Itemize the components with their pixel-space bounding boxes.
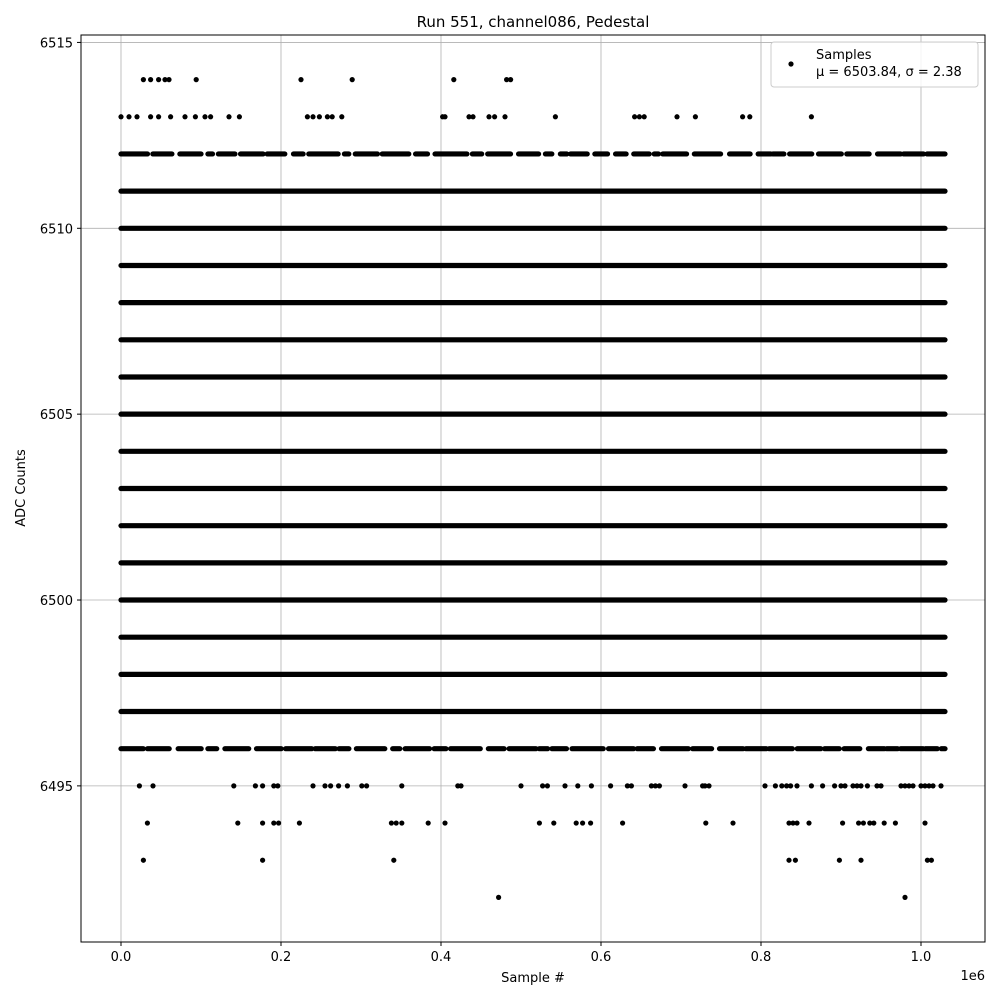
- data-point: [276, 820, 281, 825]
- data-point: [442, 114, 447, 119]
- data-point: [391, 858, 396, 863]
- data-point: [840, 820, 845, 825]
- data-point: [150, 783, 155, 788]
- data-point: [740, 114, 745, 119]
- data-point: [518, 783, 523, 788]
- data-point: [703, 820, 708, 825]
- data-point: [837, 858, 842, 863]
- data-point: [553, 114, 558, 119]
- data-point: [235, 820, 240, 825]
- data-point: [305, 114, 310, 119]
- data-point: [794, 820, 799, 825]
- legend-marker: [788, 61, 793, 66]
- x-tick-label: 0.0: [110, 950, 132, 965]
- data-point: [166, 77, 171, 82]
- data-point: [339, 114, 344, 119]
- data-point: [588, 820, 593, 825]
- data-point: [325, 114, 330, 119]
- data-point: [260, 820, 265, 825]
- data-point: [148, 77, 153, 82]
- data-point: [620, 820, 625, 825]
- data-point: [938, 783, 943, 788]
- x-axis-offset-label: 1e6: [960, 969, 985, 984]
- data-point: [682, 783, 687, 788]
- data-point: [786, 858, 791, 863]
- data-point: [820, 783, 825, 788]
- chart-title: Run 551, channel086, Pedestal: [416, 13, 650, 31]
- data-point: [629, 783, 634, 788]
- x-tick-label: 0.2: [270, 950, 292, 965]
- y-axis-label: ADC Counts: [14, 449, 29, 527]
- data-point: [364, 783, 369, 788]
- x-tick-label: 0.8: [750, 950, 772, 965]
- data-point: [508, 77, 513, 82]
- data-point: [693, 114, 698, 119]
- data-point: [492, 114, 497, 119]
- data-point: [336, 783, 341, 788]
- data-point: [865, 783, 870, 788]
- data-point: [134, 114, 139, 119]
- data-point: [322, 783, 327, 788]
- data-point: [141, 77, 146, 82]
- data-point: [297, 820, 302, 825]
- data-point: [330, 114, 335, 119]
- data-point: [271, 820, 276, 825]
- data-point: [389, 820, 394, 825]
- legend-label: Samples: [816, 48, 872, 63]
- data-point: [231, 783, 236, 788]
- data-point: [608, 783, 613, 788]
- data-point: [486, 114, 491, 119]
- data-point: [496, 895, 501, 900]
- data-point: [137, 783, 142, 788]
- data-point: [794, 783, 799, 788]
- data-point: [861, 820, 866, 825]
- data-point: [226, 114, 231, 119]
- legend: [771, 42, 978, 87]
- data-point: [632, 114, 637, 119]
- data-point: [674, 114, 679, 119]
- data-point: [540, 783, 545, 788]
- data-point: [275, 783, 280, 788]
- data-point: [762, 783, 767, 788]
- data-point: [858, 858, 863, 863]
- data-point: [328, 783, 333, 788]
- data-point: [773, 783, 778, 788]
- data-point: [141, 858, 146, 863]
- data-point: [298, 77, 303, 82]
- data-point: [451, 77, 456, 82]
- data-point: [793, 858, 798, 863]
- data-point: [156, 114, 161, 119]
- data-point: [575, 783, 580, 788]
- data-point: [832, 783, 837, 788]
- data-point: [878, 783, 883, 788]
- data-point: [394, 820, 399, 825]
- data-point: [858, 783, 863, 788]
- data-point: [580, 820, 585, 825]
- data-point: [779, 783, 784, 788]
- data-point: [551, 820, 556, 825]
- y-tick-label: 6515: [39, 36, 73, 52]
- data-point: [253, 783, 258, 788]
- data-point: [310, 114, 315, 119]
- data-point: [902, 895, 907, 900]
- y-tick-label: 6510: [39, 222, 73, 238]
- data-point: [458, 783, 463, 788]
- data-point: [502, 114, 507, 119]
- data-point: [806, 820, 811, 825]
- data-point: [118, 114, 123, 119]
- data-point: [706, 783, 711, 788]
- data-point: [359, 783, 364, 788]
- data-point: [537, 820, 542, 825]
- data-point: [208, 114, 213, 119]
- data-point: [637, 114, 642, 119]
- data-point: [426, 820, 431, 825]
- data-point: [345, 783, 350, 788]
- data-point: [310, 783, 315, 788]
- data-point: [730, 820, 735, 825]
- data-point: [202, 114, 207, 119]
- data-point: [642, 114, 647, 119]
- y-tick-label: 6500: [39, 594, 73, 610]
- data-point: [237, 114, 242, 119]
- y-tick-label: 6505: [39, 408, 73, 424]
- data-point: [194, 77, 199, 82]
- data-point: [126, 114, 131, 119]
- data-point: [910, 783, 915, 788]
- data-point: [156, 77, 161, 82]
- data-point: [922, 820, 927, 825]
- data-point: [589, 783, 594, 788]
- data-point: [145, 820, 150, 825]
- data-point: [260, 783, 265, 788]
- data-point: [882, 820, 887, 825]
- data-point: [788, 783, 793, 788]
- data-point: [168, 114, 173, 119]
- data-point: [574, 820, 579, 825]
- data-point: [182, 114, 187, 119]
- legend-stats: μ = 6503.84, σ = 2.38: [816, 65, 962, 80]
- data-point: [350, 77, 355, 82]
- data-point: [893, 820, 898, 825]
- data-point: [260, 858, 265, 863]
- data-point: [856, 820, 861, 825]
- data-point: [842, 783, 847, 788]
- data-point: [930, 783, 935, 788]
- data-point: [657, 783, 662, 788]
- data-point: [442, 820, 447, 825]
- x-tick-label: 0.4: [430, 950, 452, 965]
- data-point: [871, 820, 876, 825]
- data-point: [470, 114, 475, 119]
- data-point: [399, 820, 404, 825]
- x-axis-label: Sample #: [501, 971, 565, 986]
- data-point: [148, 114, 153, 119]
- y-tick-label: 6495: [39, 779, 73, 795]
- data-point: [193, 114, 198, 119]
- x-tick-label: 0.6: [590, 950, 612, 965]
- data-point: [399, 783, 404, 788]
- data-point: [317, 114, 322, 119]
- data-point: [747, 114, 752, 119]
- data-point: [929, 858, 934, 863]
- data-point: [809, 114, 814, 119]
- data-point: [562, 783, 567, 788]
- data-point: [809, 783, 814, 788]
- data-point: [545, 783, 550, 788]
- x-tick-label: 1.0: [910, 950, 932, 965]
